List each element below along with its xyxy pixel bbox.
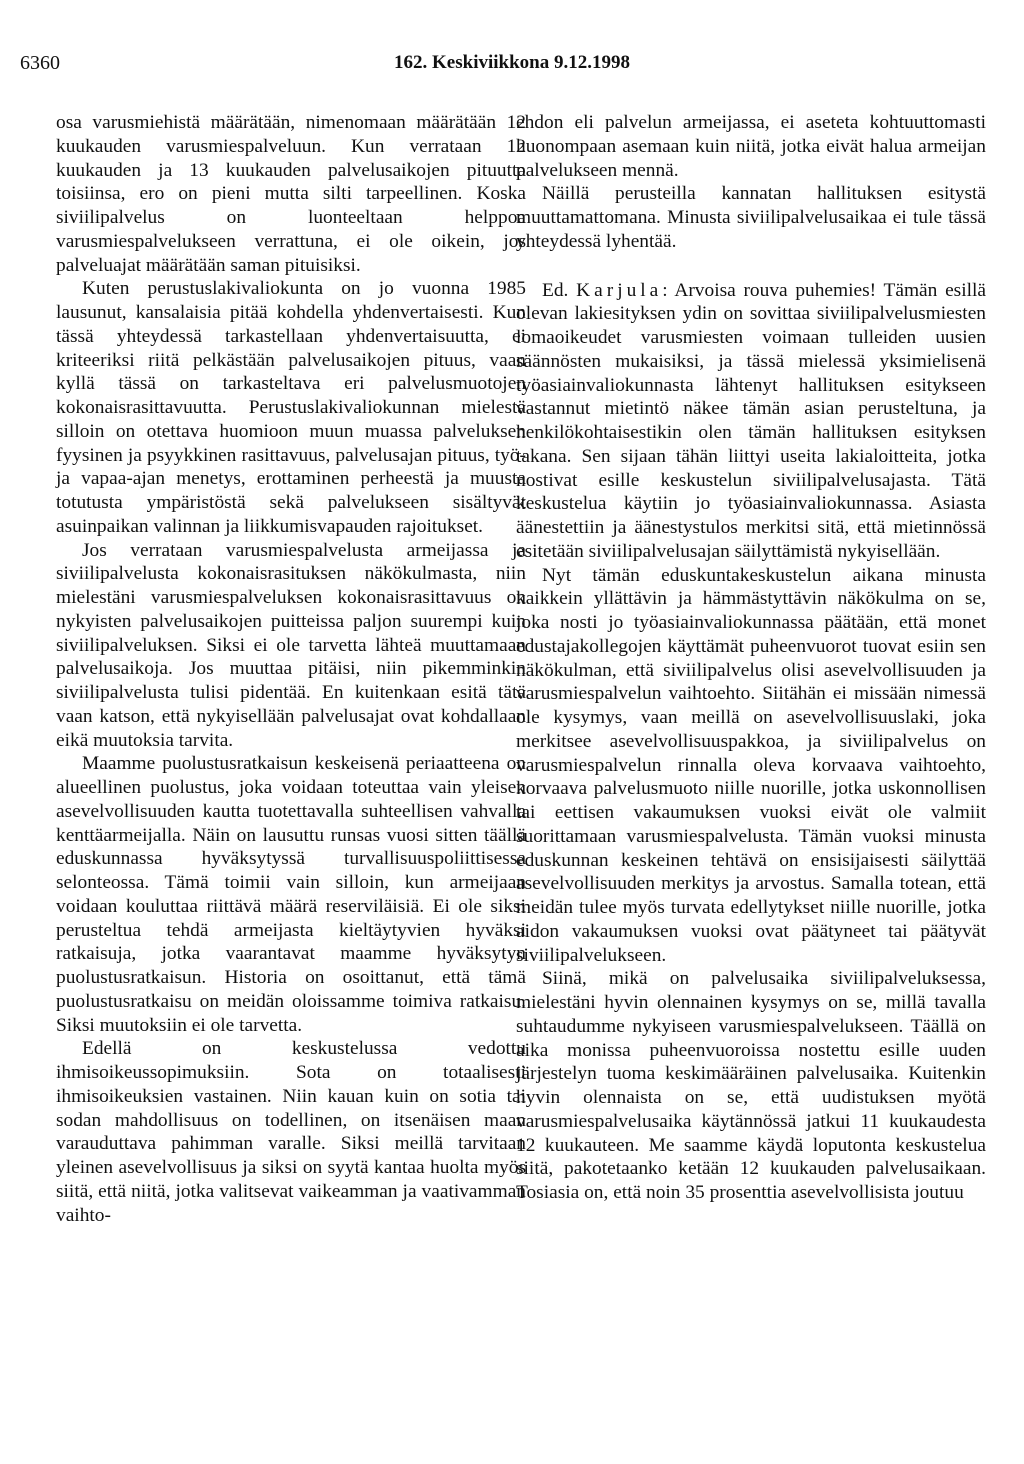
paragraph: Kuten perustuslakivaliokunta on jo vuonna 1985 lausunut, kansalaisia pitää kohdella yhdenvertaisesti. Kun tässä yhteydessä tarkastellaan yhdenvertaisuutta, ei kriteeriksi riitä pelkästään palvelusaikojen pituus, vaan kyllä tässä on tarkasteltava eri palvelusmuotojen kokonaisrasittavuutta. Perustuslakivaliokunnan mielestä silloin on otettava huomioon muun muassa palveluksen fyysinen ja psyykkinen rasittavuus, palvelusajan pituus, työ- ja vapaa-ajan menetys, erottaminen perheestä ja muusta totutusta ympäristöstä sekä palvelukseen sisältyvät asuinpaikan valinnan ja liikkumisvapauden rajoitukset. [56, 278, 526, 537]
paragraph: Nyt tämän eduskuntakeskustelun aikana minusta kaikkein yllättävin ja hämmästyttävin näkökulma on se, joka nosti jo työasiainvaliokunnassa päätään, että monet edustajakollegojen käyttämät puheenvuorot tuovat esiin sen näkökulman, että siviilipalvelus olisi asevelvollisuuden ja varusmiespalvelun vaihtoehto. Siitähän ei missään nimessä ole kysymys, vaan meillä on asevelvollisuuslaki, joka merkitsee asevelvollisuuspakkoa, ja siviilipalvelus on varusmiespalvelun rinnalla oleva korvaava vaihtoehto, korvaava palvelusmuoto niille nuorille, jotka uskonnollisen tai eettisen vakaumuksen vuoksi eivät ole valmiit suorittamaan varusmiespalvelusta. Tämän vuoksi minusta eduskunnan keskeinen tehtävä on ensisijaisesti säilyttää asevelvollisuuden merkitys ja arvostus. Samalla totean, että meidän tulee myös turvata edellytykset niille nuorille, jotka aidon vakaumuksen vuoksi ovat päätyneet tai päätyvät siviilipalvelukseen. [516, 564, 986, 966]
paragraph: Jos verrataan varusmiespalvelusta armeijassa ja siviilipalvelusta kokonaisrasituksen näkökulmasta, niin mielestäni varusmiespalveluksen kokonaisrasittavuus on nykyisten palvelusaikojen puitteissa paljon suurempi kuin siviilipalveluksen. Siksi ei ole tarvetta lähteä muuttamaan palvelusaikoja. Jos muuttaa pitäisi, niin pikemminkin siviilipalvelusta tulisi pidentää. En kuitenkaan esitä tätä vaan katson, että nykyisellään palvelusajat ovat kohdallaan eikä muutoksia tarvita. [56, 539, 526, 751]
speaker-name: Karjula [576, 279, 663, 301]
paragraph: ehdon eli palvelun armeijassa, ei aseteta kohtuuttomasti huonompaan asemaan kuin niitä, jotka eivät halua armeijan palvelukseen mennä. [516, 112, 986, 181]
speech-start-paragraph [516, 279, 986, 564]
page-header [20, 52, 1004, 82]
left-column [56, 111, 526, 1227]
paragraph: Näillä perusteilla kannatan hallituksen esitystä muuttamattomana. Minusta siviilipalvelusaikaa ei tule tässä yhteydessä lyhentää. [516, 183, 986, 252]
paragraph: Siinä, mikä on palvelusaika siviilipalveluksessa, mielestäni hyvin olennainen kysymys on se, millä tavalla suhtaudumme nykyiseen varusmiespalvelukseen. Täällä on aika monissa puheenvuoroissa nostettu esille uuden järjestelyn tuoma keskimääräinen palvelusaika. Kuitenkin hyvin olennaista on se, että uudistuksen myötä varusmiespalvelusaika käytännössä jatkui 11 kuukaudesta 12 kuukauteen. Me saamme käydä loputonta keskustelua siitä, pakotetaanko ketään 12 kuukauden palvelusaikaan. Tosiasia on, että noin 35 prosenttia asevelvollisista joutuu [516, 968, 986, 1203]
page-number: 6360 [20, 52, 60, 74]
paragraph: Edellä on keskustelussa vedottu ihmisoikeussopimuksiin. Sota on totaalisesti ihmisoikeuksien vastainen. Niin kauan kuin on sotia tai sodan mahdollisuus on todellinen, on itsenäisen maan varauduttava pahimman varalle. Siksi meillä tarvitaan yleinen asevelvollisuus ja siksi on syytä kantaa huolta myös siitä, että niitä, jotka valitsevat vaikeamman ja vaativamman vaihto- [56, 1038, 526, 1226]
running-title: 162. Keskiviikkona 9.12.1998 [394, 52, 630, 73]
paragraph: osa varusmiehistä määrätään, nimenomaan määrätään 12 kuukauden varusmiespalveluun. Kun verrataan 12 kuukauden ja 13 kuukauden palvelusaikojen pituutta toisiinsa, ero on pieni mutta silti tarpeellinen. Koska siviilipalvelus on luonteeltaan helppoa varusmiespalvelukseen verrattuna, ei ole oikein, jos palveluajat määrätään saman pituisiksi. [56, 112, 526, 276]
speech-opening: Arvoisa rouva puhemies! Tämän esillä olevan lakiesityksen ydin on sovittaa siviilipalvelusmiesten lomaoikeudet varusmiesten voimaan tulleiden uusien säännösten mukaisiksi, ja tässä mielessä yksimielisenä työasiainvaliokunnasta lähtenyt hallituksen esitykseen vastannut mietintö näkee tämän asian perusteltuna, ja henkilökohtaisestikin olen tämän hallituksen esityksen takana. Sen sijaan tähän liittyi useita lakialoitteita, jotka nostivat esille keskustelun siviilipalvelusajasta. Tätä keskustelua käytiin jo työasiainvaliokunnassa. Asiasta äänestettiin ja äänestystulos merkitsi sitä, että mietinnössä esitetään siviilipalvelusajan säilyttämistä nykyisellään. [516, 279, 986, 562]
paragraph: Maamme puolustusratkaisun keskeisenä periaatteena on alueellinen puolustus, joka voidaan toteuttaa vain yleisen asevelvollisuuden kautta tuotettavalla suhteellisen vahvalla kenttäarmeijalla. Näin on lausuttu runsas vuosi sitten täällä eduskunnassa hyväksytyssä turvallisuuspoliittisessa selonteossa. Tämä toimii vain silloin, kun armeijaan voidaan kouluttaa riittävä määrä reserviläisiä. Ei ole siksi perusteltua tehdä armeijasta kieltäytyvien hyväksi ratkaisuja, jotka vaarantavat maamme hyväksytyn puolustusratkaisun. Historia on osoittanut, että tämä puolustusratkaisu on meidän oloissamme toimiva ratkaisu. Siksi muutoksiin ei ole tarvetta. [56, 753, 526, 1036]
speaker-colon: : [662, 279, 668, 301]
right-column [516, 111, 986, 1205]
speaker-prefix: Ed. [542, 279, 569, 301]
